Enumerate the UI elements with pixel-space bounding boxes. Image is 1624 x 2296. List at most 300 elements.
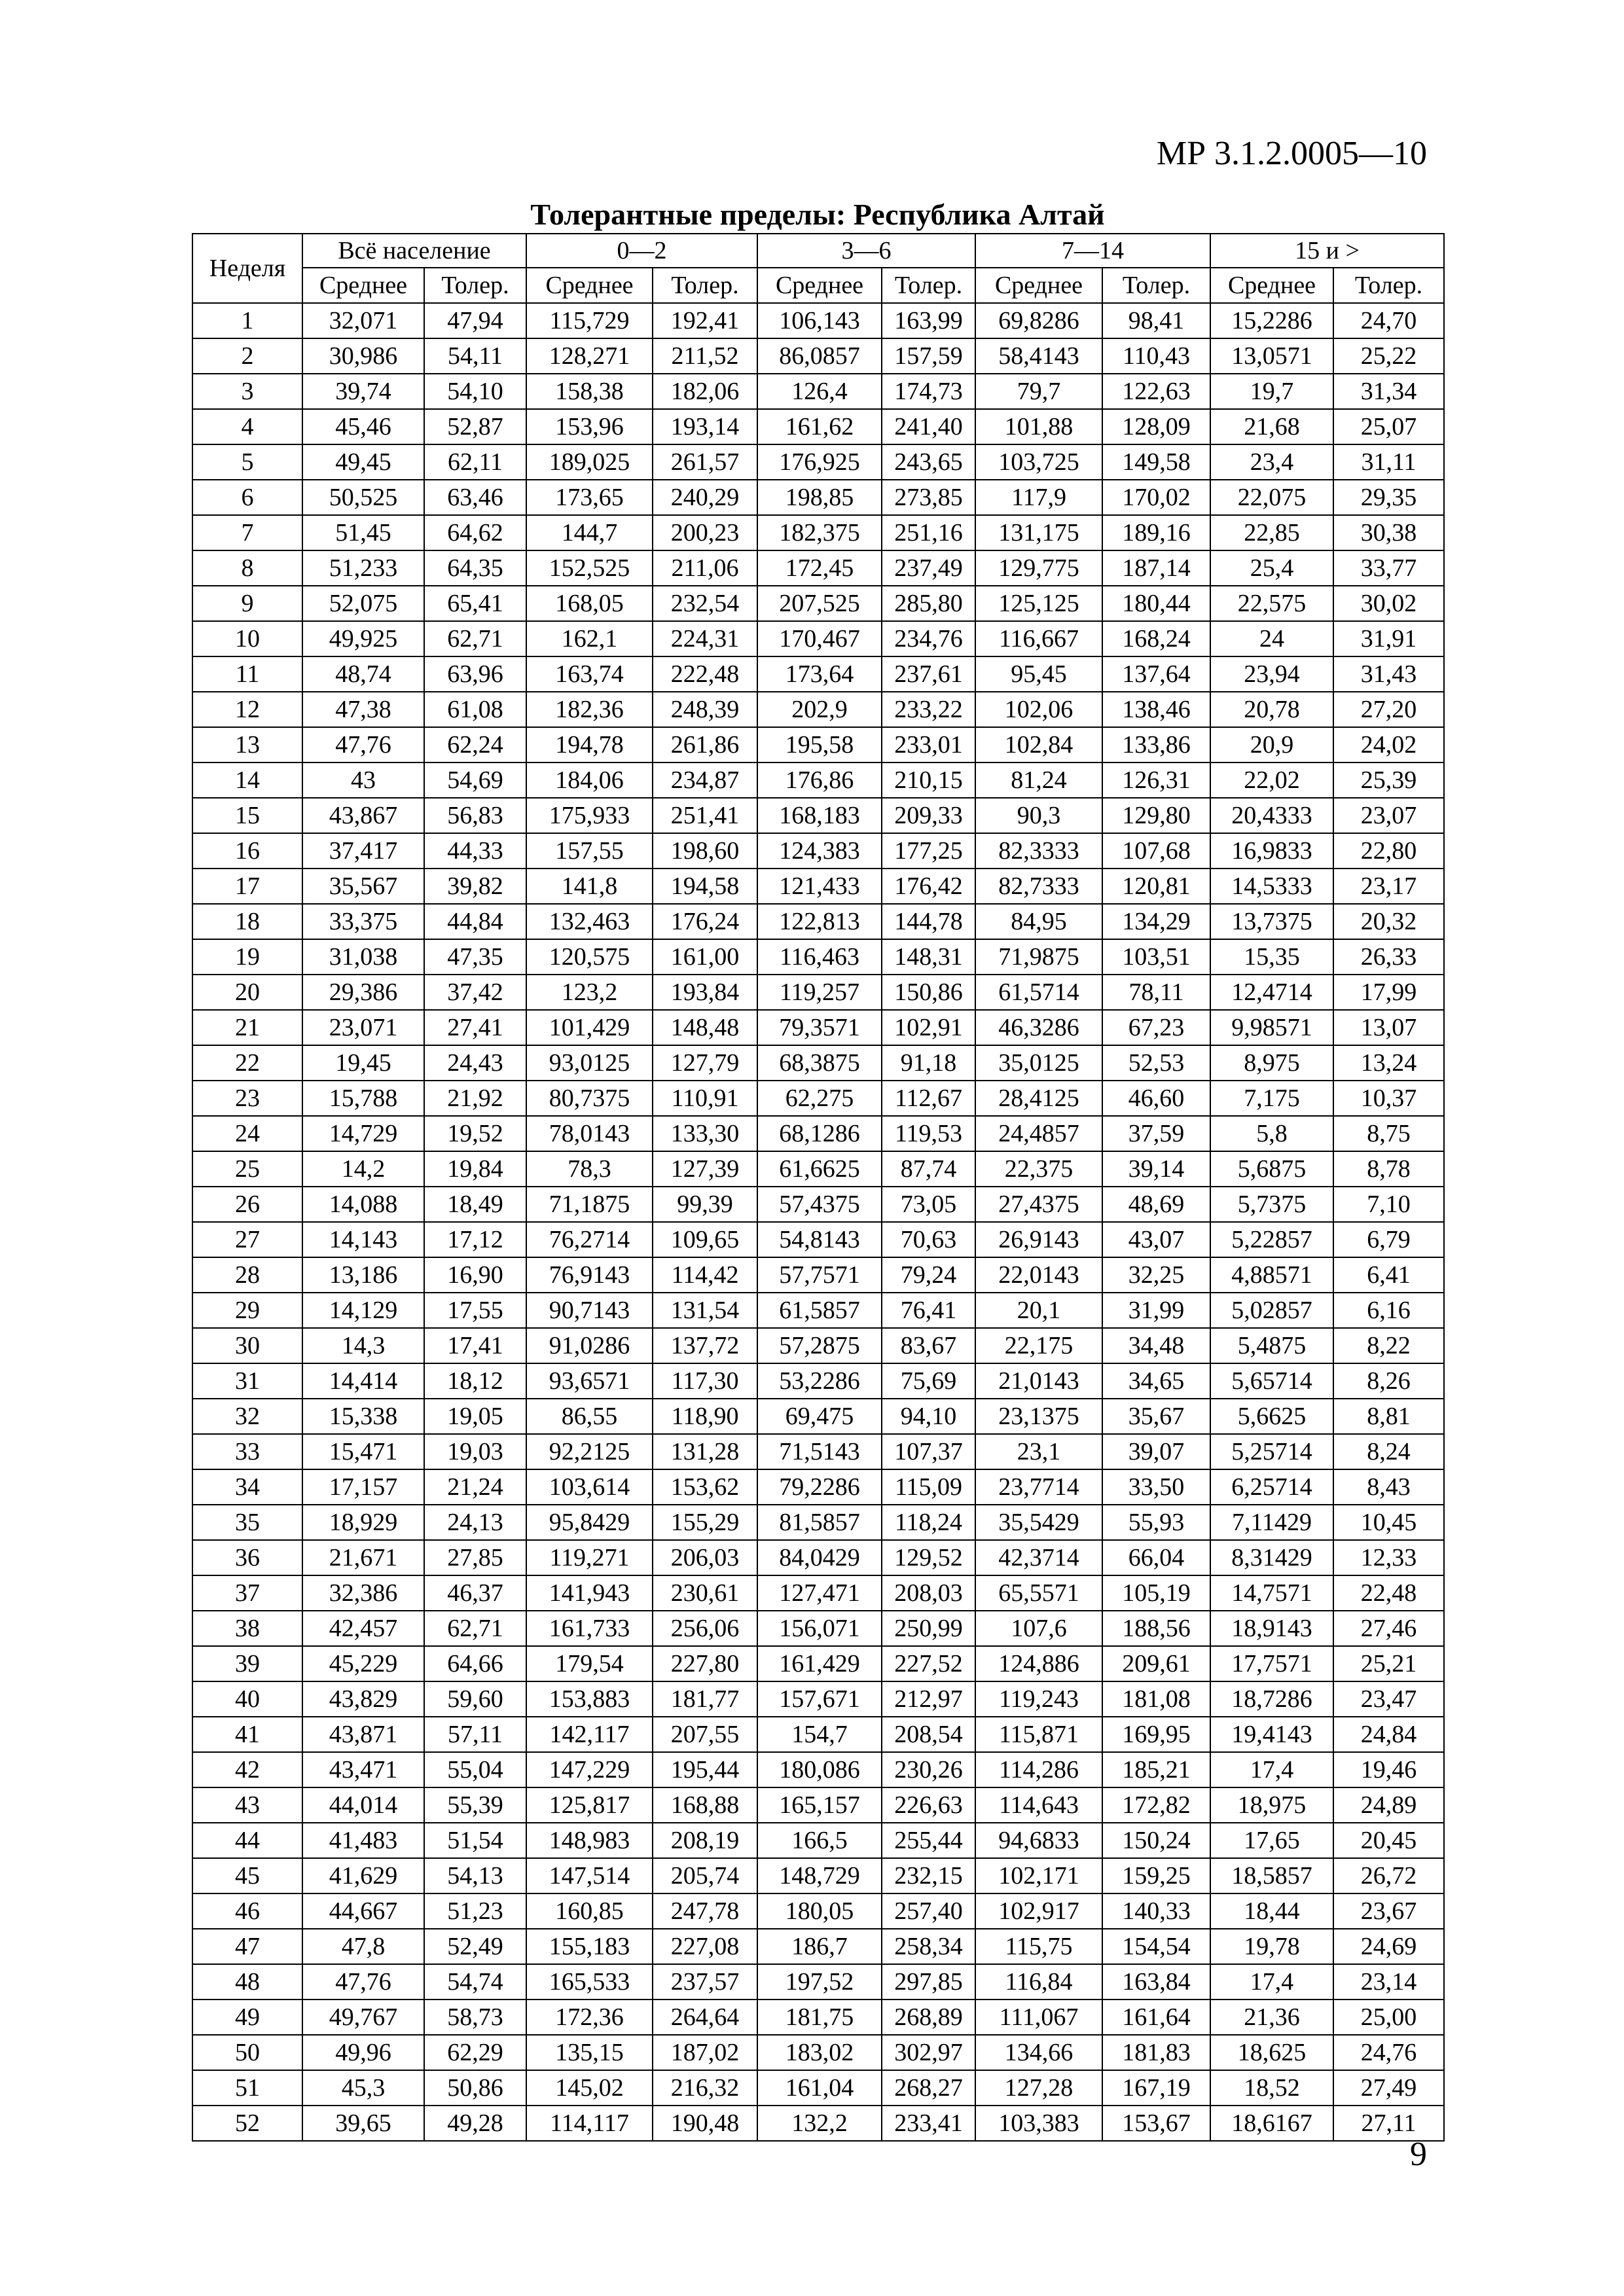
value-cell: 7,10 [1333, 1187, 1444, 1222]
value-cell: 153,883 [526, 1681, 653, 1717]
value-cell: 27,41 [424, 1010, 526, 1045]
value-cell: 118,90 [653, 1399, 757, 1434]
value-cell: 103,614 [526, 1469, 653, 1505]
value-cell: 51,54 [424, 1823, 526, 1858]
value-cell: 233,01 [882, 727, 975, 762]
value-cell: 142,117 [526, 1717, 653, 1752]
value-cell: 18,5857 [1210, 1858, 1333, 1893]
value-cell: 31,038 [302, 939, 424, 975]
value-cell: 5,6875 [1210, 1151, 1333, 1187]
value-cell: 197,52 [757, 1964, 882, 2000]
mean-header: Среднее [1210, 268, 1333, 303]
value-cell: 29,386 [302, 975, 424, 1010]
value-cell: 227,80 [653, 1646, 757, 1681]
value-cell: 195,44 [653, 1752, 757, 1787]
value-cell: 20,78 [1210, 692, 1333, 727]
value-cell: 134,66 [975, 2035, 1102, 2070]
value-cell: 54,13 [424, 1858, 526, 1893]
value-cell: 19,46 [1333, 1752, 1444, 1787]
value-cell: 161,64 [1102, 2000, 1210, 2035]
value-cell: 95,8429 [526, 1505, 653, 1540]
value-cell: 128,271 [526, 338, 653, 374]
value-cell: 27,49 [1333, 2070, 1444, 2106]
value-cell: 127,79 [653, 1045, 757, 1081]
value-cell: 5,8 [1210, 1116, 1333, 1151]
value-cell: 149,58 [1102, 444, 1210, 480]
value-cell: 194,58 [653, 869, 757, 904]
value-cell: 101,429 [526, 1010, 653, 1045]
value-cell: 154,54 [1102, 1929, 1210, 1964]
table-row [192, 2000, 1444, 2035]
table-row [192, 1505, 1444, 1540]
value-cell: 61,5857 [757, 1293, 882, 1328]
value-cell: 32,071 [302, 303, 424, 338]
value-cell: 273,85 [882, 480, 975, 515]
value-cell: 27,11 [1333, 2106, 1444, 2141]
value-cell: 14,129 [302, 1293, 424, 1328]
value-cell: 22,48 [1333, 1575, 1444, 1611]
table-row [192, 1469, 1444, 1505]
value-cell: 115,09 [882, 1469, 975, 1505]
table-row [192, 1540, 1444, 1575]
value-cell: 285,80 [882, 586, 975, 621]
table-row [192, 1293, 1444, 1328]
value-cell: 13,0571 [1210, 338, 1333, 374]
value-cell: 172,36 [526, 2000, 653, 2035]
value-cell: 5,7375 [1210, 1187, 1333, 1222]
document-code: МР 3.1.2.0005—10 [1156, 135, 1427, 172]
value-cell: 76,41 [882, 1293, 975, 1328]
value-cell: 35,567 [302, 869, 424, 904]
value-cell: 107,37 [882, 1434, 975, 1469]
value-cell: 147,514 [526, 1858, 653, 1893]
value-cell: 119,53 [882, 1116, 975, 1151]
value-cell: 172,45 [757, 550, 882, 586]
value-cell: 168,05 [526, 586, 653, 621]
table-row [192, 338, 1444, 374]
value-cell: 71,1875 [526, 1187, 653, 1222]
value-cell: 52,87 [424, 409, 526, 444]
week-cell: 15 [192, 798, 302, 833]
value-cell: 34,48 [1102, 1328, 1210, 1363]
value-cell: 209,61 [1102, 1646, 1210, 1681]
value-cell: 79,2286 [757, 1469, 882, 1505]
value-cell: 132,463 [526, 904, 653, 939]
table-row [192, 550, 1444, 586]
value-cell: 21,671 [302, 1540, 424, 1575]
value-cell: 19,4143 [1210, 1717, 1333, 1752]
value-cell: 187,14 [1102, 550, 1210, 586]
value-cell: 251,41 [653, 798, 757, 833]
value-cell: 103,383 [975, 2106, 1102, 2141]
value-cell: 47,35 [424, 939, 526, 975]
value-cell: 102,171 [975, 1858, 1102, 1893]
value-cell: 18,929 [302, 1505, 424, 1540]
value-cell: 14,414 [302, 1363, 424, 1399]
value-cell: 117,9 [975, 480, 1102, 515]
week-cell: 17 [192, 869, 302, 904]
value-cell: 179,54 [526, 1646, 653, 1681]
value-cell: 33,50 [1102, 1469, 1210, 1505]
value-cell: 39,14 [1102, 1151, 1210, 1187]
value-cell: 181,77 [653, 1681, 757, 1717]
value-cell: 17,4 [1210, 1752, 1333, 1787]
value-cell: 99,39 [653, 1187, 757, 1222]
value-cell: 43,871 [302, 1717, 424, 1752]
value-cell: 82,7333 [975, 869, 1102, 904]
value-cell: 17,4 [1210, 1964, 1333, 2000]
table-row [192, 656, 1444, 692]
table-body [192, 303, 1444, 2141]
table-row [192, 1858, 1444, 1893]
value-cell: 198,60 [653, 833, 757, 869]
value-cell: 87,74 [882, 1151, 975, 1187]
week-cell: 11 [192, 656, 302, 692]
value-cell: 4,88571 [1210, 1257, 1333, 1293]
value-cell: 125,817 [526, 1787, 653, 1823]
value-cell: 20,1 [975, 1293, 1102, 1328]
value-cell: 61,5714 [975, 975, 1102, 1010]
value-cell: 158,38 [526, 374, 653, 409]
value-cell: 122,813 [757, 904, 882, 939]
value-cell: 17,55 [424, 1293, 526, 1328]
value-cell: 192,41 [653, 303, 757, 338]
value-cell: 83,67 [882, 1328, 975, 1363]
table-row [192, 1929, 1444, 1964]
value-cell: 59,60 [424, 1681, 526, 1717]
value-cell: 31,43 [1333, 656, 1444, 692]
value-cell: 145,02 [526, 2070, 653, 2106]
value-cell: 5,6625 [1210, 1399, 1333, 1434]
value-cell: 52,53 [1102, 1045, 1210, 1081]
value-cell: 13,07 [1333, 1010, 1444, 1045]
table-row [192, 374, 1444, 409]
mean-header: Среднее [526, 268, 653, 303]
value-cell: 54,8143 [757, 1222, 882, 1257]
value-cell: 183,02 [757, 2035, 882, 2070]
value-cell: 180,05 [757, 1893, 882, 1929]
value-cell: 91,0286 [526, 1328, 653, 1363]
week-cell: 44 [192, 1823, 302, 1858]
value-cell: 172,82 [1102, 1787, 1210, 1823]
value-cell: 5,65714 [1210, 1363, 1333, 1399]
value-cell: 189,025 [526, 444, 653, 480]
value-cell: 27,4375 [975, 1187, 1102, 1222]
value-cell: 122,63 [1102, 374, 1210, 409]
value-cell: 126,31 [1102, 762, 1210, 798]
value-cell: 42,457 [302, 1611, 424, 1646]
value-cell: 230,26 [882, 1752, 975, 1787]
value-cell: 206,03 [653, 1540, 757, 1575]
value-cell: 182,06 [653, 374, 757, 409]
value-cell: 256,06 [653, 1611, 757, 1646]
value-cell: 14,088 [302, 1187, 424, 1222]
value-cell: 9,98571 [1210, 1010, 1333, 1045]
value-cell: 141,943 [526, 1575, 653, 1611]
value-cell: 26,72 [1333, 1858, 1444, 1893]
week-cell: 5 [192, 444, 302, 480]
value-cell: 30,02 [1333, 586, 1444, 621]
value-cell: 78,0143 [526, 1116, 653, 1151]
value-cell: 268,27 [882, 2070, 975, 2106]
value-cell: 49,767 [302, 2000, 424, 2035]
value-cell: 23,4 [1210, 444, 1333, 480]
value-cell: 66,04 [1102, 1540, 1210, 1575]
value-cell: 162,1 [526, 621, 653, 656]
value-cell: 7,11429 [1210, 1505, 1333, 1540]
week-cell: 35 [192, 1505, 302, 1540]
value-cell: 23,071 [302, 1010, 424, 1045]
value-cell: 23,07 [1333, 798, 1444, 833]
week-cell: 18 [192, 904, 302, 939]
value-cell: 168,183 [757, 798, 882, 833]
value-cell: 25,22 [1333, 338, 1444, 374]
value-cell: 176,42 [882, 869, 975, 904]
table-row [192, 1222, 1444, 1257]
value-cell: 116,667 [975, 621, 1102, 656]
week-cell: 45 [192, 1858, 302, 1893]
week-cell: 20 [192, 975, 302, 1010]
value-cell: 16,90 [424, 1257, 526, 1293]
value-cell: 8,81 [1333, 1399, 1444, 1434]
value-cell: 115,75 [975, 1929, 1102, 1964]
value-cell: 17,7571 [1210, 1646, 1333, 1681]
value-cell: 25,4 [1210, 550, 1333, 586]
value-cell: 35,5429 [975, 1505, 1102, 1540]
value-cell: 39,82 [424, 869, 526, 904]
value-cell: 62,29 [424, 2035, 526, 2070]
table-row [192, 1081, 1444, 1116]
value-cell: 150,86 [882, 975, 975, 1010]
value-cell: 8,26 [1333, 1363, 1444, 1399]
value-cell: 24,76 [1333, 2035, 1444, 2070]
value-cell: 64,66 [424, 1646, 526, 1681]
value-cell: 181,75 [757, 2000, 882, 2035]
value-cell: 232,15 [882, 1858, 975, 1893]
value-cell: 12,33 [1333, 1540, 1444, 1575]
value-cell: 91,18 [882, 1045, 975, 1081]
value-cell: 43,829 [302, 1681, 424, 1717]
week-cell: 12 [192, 692, 302, 727]
value-cell: 47,76 [302, 727, 424, 762]
week-cell: 29 [192, 1293, 302, 1328]
week-cell: 4 [192, 409, 302, 444]
value-cell: 168,24 [1102, 621, 1210, 656]
value-cell: 105,19 [1102, 1575, 1210, 1611]
table-row [192, 1151, 1444, 1187]
value-cell: 94,6833 [975, 1823, 1102, 1858]
value-cell: 20,45 [1333, 1823, 1444, 1858]
value-cell: 51,233 [302, 550, 424, 586]
value-cell: 57,7571 [757, 1257, 882, 1293]
week-cell: 43 [192, 1787, 302, 1823]
value-cell: 6,79 [1333, 1222, 1444, 1257]
value-cell: 174,73 [882, 374, 975, 409]
value-cell: 114,117 [526, 2106, 653, 2141]
table-row [192, 1717, 1444, 1752]
value-cell: 70,63 [882, 1222, 975, 1257]
week-cell: 23 [192, 1081, 302, 1116]
week-cell: 21 [192, 1010, 302, 1045]
value-cell: 34,65 [1102, 1363, 1210, 1399]
table-row [192, 444, 1444, 480]
value-cell: 14,5333 [1210, 869, 1333, 904]
value-cell: 79,3571 [757, 1010, 882, 1045]
table-row [192, 1752, 1444, 1787]
value-cell: 69,475 [757, 1399, 882, 1434]
value-cell: 65,5571 [975, 1575, 1102, 1611]
value-cell: 81,5857 [757, 1505, 882, 1540]
value-cell: 22,02 [1210, 762, 1333, 798]
value-cell: 297,85 [882, 1964, 975, 2000]
value-cell: 112,67 [882, 1081, 975, 1116]
value-cell: 198,85 [757, 480, 882, 515]
value-cell: 154,7 [757, 1717, 882, 1752]
value-cell: 153,62 [653, 1469, 757, 1505]
mean-header: Среднее [975, 268, 1102, 303]
value-cell: 170,02 [1102, 480, 1210, 515]
value-cell: 61,08 [424, 692, 526, 727]
value-cell: 50,525 [302, 480, 424, 515]
value-cell: 119,243 [975, 1681, 1102, 1717]
week-cell: 38 [192, 1611, 302, 1646]
value-cell: 110,91 [653, 1081, 757, 1116]
value-cell: 14,729 [302, 1116, 424, 1151]
table-row [192, 2070, 1444, 2106]
value-cell: 110,43 [1102, 338, 1210, 374]
week-cell: 42 [192, 1752, 302, 1787]
value-cell: 257,40 [882, 1893, 975, 1929]
value-cell: 5,22857 [1210, 1222, 1333, 1257]
value-cell: 163,74 [526, 656, 653, 692]
value-cell: 47,38 [302, 692, 424, 727]
value-cell: 156,071 [757, 1611, 882, 1646]
value-cell: 167,19 [1102, 2070, 1210, 2106]
value-cell: 45,46 [302, 409, 424, 444]
value-cell: 15,788 [302, 1081, 424, 1116]
value-cell: 55,93 [1102, 1505, 1210, 1540]
value-cell: 27,85 [424, 1540, 526, 1575]
table-row [192, 692, 1444, 727]
value-cell: 54,69 [424, 762, 526, 798]
value-cell: 24,02 [1333, 727, 1444, 762]
value-cell: 54,11 [424, 338, 526, 374]
value-cell: 182,375 [757, 515, 882, 550]
value-cell: 137,64 [1102, 656, 1210, 692]
value-cell: 15,471 [302, 1434, 424, 1469]
value-cell: 76,2714 [526, 1222, 653, 1257]
value-cell: 131,28 [653, 1434, 757, 1469]
value-cell: 248,39 [653, 692, 757, 727]
value-cell: 25,07 [1333, 409, 1444, 444]
table-row [192, 1611, 1444, 1646]
value-cell: 14,7571 [1210, 1575, 1333, 1611]
table-row [192, 480, 1444, 515]
value-cell: 114,643 [975, 1787, 1102, 1823]
value-cell: 93,0125 [526, 1045, 653, 1081]
value-cell: 8,22 [1333, 1328, 1444, 1363]
week-cell: 25 [192, 1151, 302, 1187]
value-cell: 107,68 [1102, 833, 1210, 869]
value-cell: 103,725 [975, 444, 1102, 480]
value-cell: 84,0429 [757, 1540, 882, 1575]
value-cell: 55,04 [424, 1752, 526, 1787]
value-cell: 153,67 [1102, 2106, 1210, 2141]
value-cell: 37,417 [302, 833, 424, 869]
table-title: Толерантные пределы: Республика Алтай [530, 198, 1105, 231]
table-row [192, 1681, 1444, 1717]
value-cell: 46,60 [1102, 1081, 1210, 1116]
value-cell: 114,42 [653, 1257, 757, 1293]
value-cell: 19,45 [302, 1045, 424, 1081]
value-cell: 98,41 [1102, 303, 1210, 338]
value-cell: 19,03 [424, 1434, 526, 1469]
value-cell: 62,24 [424, 727, 526, 762]
value-cell: 37,59 [1102, 1116, 1210, 1151]
table-row [192, 586, 1444, 621]
table-row [192, 727, 1444, 762]
value-cell: 7,175 [1210, 1081, 1333, 1116]
value-cell: 152,525 [526, 550, 653, 586]
value-cell: 62,11 [424, 444, 526, 480]
value-cell: 127,471 [757, 1575, 882, 1611]
value-cell: 50,86 [424, 2070, 526, 2106]
table-row [192, 2106, 1444, 2141]
table-row [192, 869, 1444, 904]
value-cell: 129,775 [975, 550, 1102, 586]
value-cell: 24,69 [1333, 1929, 1444, 1964]
value-cell: 247,78 [653, 1893, 757, 1929]
value-cell: 128,09 [1102, 409, 1210, 444]
value-cell: 19,78 [1210, 1929, 1333, 1964]
value-cell: 208,03 [882, 1575, 975, 1611]
value-cell: 102,06 [975, 692, 1102, 727]
value-cell: 148,729 [757, 1858, 882, 1893]
value-cell: 107,6 [975, 1611, 1102, 1646]
value-cell: 148,31 [882, 939, 975, 975]
value-cell: 94,10 [882, 1399, 975, 1434]
value-cell: 55,39 [424, 1787, 526, 1823]
value-cell: 176,925 [757, 444, 882, 480]
week-cell: 40 [192, 1681, 302, 1717]
value-cell: 24,43 [424, 1045, 526, 1081]
value-cell: 45,229 [302, 1646, 424, 1681]
value-cell: 54,74 [424, 1964, 526, 2000]
value-cell: 22,0143 [975, 1257, 1102, 1293]
mean-header: Среднее [757, 268, 882, 303]
value-cell: 44,014 [302, 1787, 424, 1823]
table-row [192, 1964, 1444, 2000]
table-row [192, 798, 1444, 833]
value-cell: 126,4 [757, 374, 882, 409]
table-row [192, 2035, 1444, 2070]
value-cell: 84,95 [975, 904, 1102, 939]
value-cell: 35,0125 [975, 1045, 1102, 1081]
value-cell: 17,65 [1210, 1823, 1333, 1858]
value-cell: 17,12 [424, 1222, 526, 1257]
table-row [192, 1575, 1444, 1611]
value-cell: 5,02857 [1210, 1293, 1333, 1328]
value-cell: 255,44 [882, 1823, 975, 1858]
value-cell: 125,125 [975, 586, 1102, 621]
value-cell: 120,575 [526, 939, 653, 975]
tol-header: Толер. [1333, 268, 1444, 303]
week-cell: 27 [192, 1222, 302, 1257]
tol-header: Толер. [653, 268, 757, 303]
value-cell: 12,4714 [1210, 975, 1333, 1010]
value-cell: 195,58 [757, 727, 882, 762]
week-cell: 8 [192, 550, 302, 586]
